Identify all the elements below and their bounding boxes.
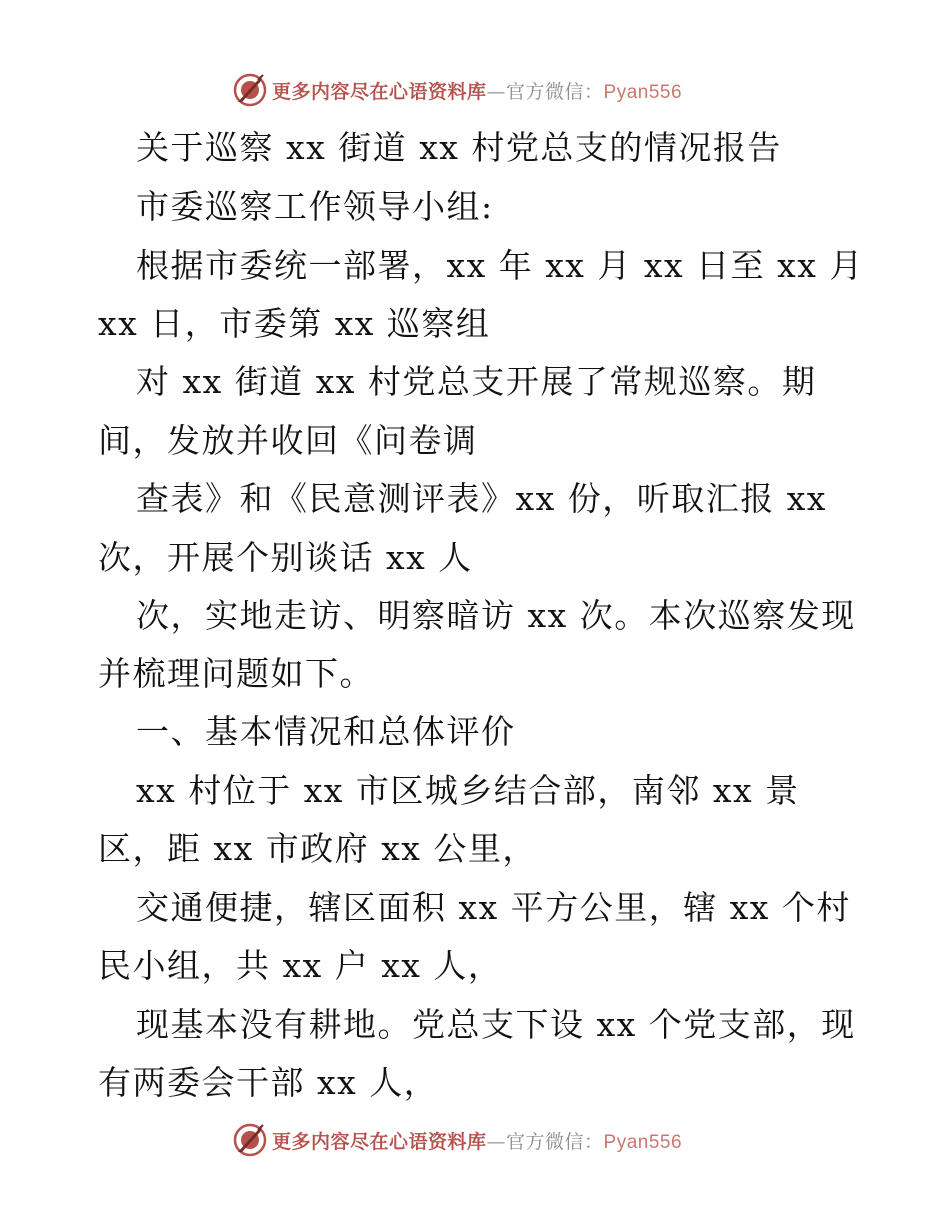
banner-wechat-id: Pyan556: [603, 1131, 683, 1153]
paragraph-line: 次，开展个别谈话 xx 人: [98, 538, 473, 577]
banner-text: [272, 1127, 682, 1154]
footer-banner: [232, 1122, 682, 1158]
paragraph-line: 对 xx 街道 xx 村党总支开展了常规巡察。期: [136, 362, 817, 401]
banner-brand-text: 更多内容尽在心语资料库: [272, 1130, 487, 1153]
section-heading: 一、基本情况和总体评价: [136, 712, 516, 751]
banner-text: [272, 77, 682, 104]
paragraph-line: 交通便捷，辖区面积 xx 平方公里，辖 xx 个村: [136, 888, 851, 927]
paragraph-line: 查表》和《民意测评表》xx 份，听取汇报 xx: [136, 479, 827, 518]
quill-pen-seal-icon: [232, 72, 268, 108]
paragraph-line: 区，距 xx 市政府 xx 公里，: [98, 829, 537, 868]
document-title: 关于巡察 xx 街道 xx 村党总支的情况报告: [136, 128, 782, 167]
banner-brand-text: 更多内容尽在心语资料库: [272, 80, 487, 103]
banner-separator: —: [486, 1130, 507, 1153]
paragraph-line: 有两委会干部 xx 人，: [98, 1063, 439, 1102]
paragraph-line: xx 日，市委第 xx 巡察组: [98, 304, 491, 343]
paragraph-line: 现基本没有耕地。党总支下设 xx 个党支部，现: [136, 1005, 856, 1044]
banner-official-label: 官方微信：: [506, 80, 604, 103]
banner-separator: —: [486, 80, 507, 103]
banner-wechat-id: Pyan556: [603, 81, 683, 103]
paragraph-line: 民小组，共 xx 户 xx 人，: [98, 946, 503, 985]
quill-pen-seal-icon: [232, 1122, 268, 1158]
banner-official-label: 官方微信：: [506, 1130, 604, 1153]
paragraph-line: 并梳理问题如下。: [98, 654, 374, 693]
paragraph-line: 间，发放并收回《问卷调: [98, 421, 478, 460]
paragraph-line: 次，实地走访、明察暗访 xx 次。本次巡察发现: [136, 596, 856, 635]
salutation: 市委巡察工作领导小组:: [136, 187, 494, 226]
header-banner: [232, 72, 682, 108]
paragraph-line: 根据市委统一部署，xx 年 xx 月 xx 日至 xx 月: [136, 246, 864, 285]
paragraph-line: xx 村位于 xx 市区城乡结合部，南邻 xx 景: [136, 771, 800, 810]
